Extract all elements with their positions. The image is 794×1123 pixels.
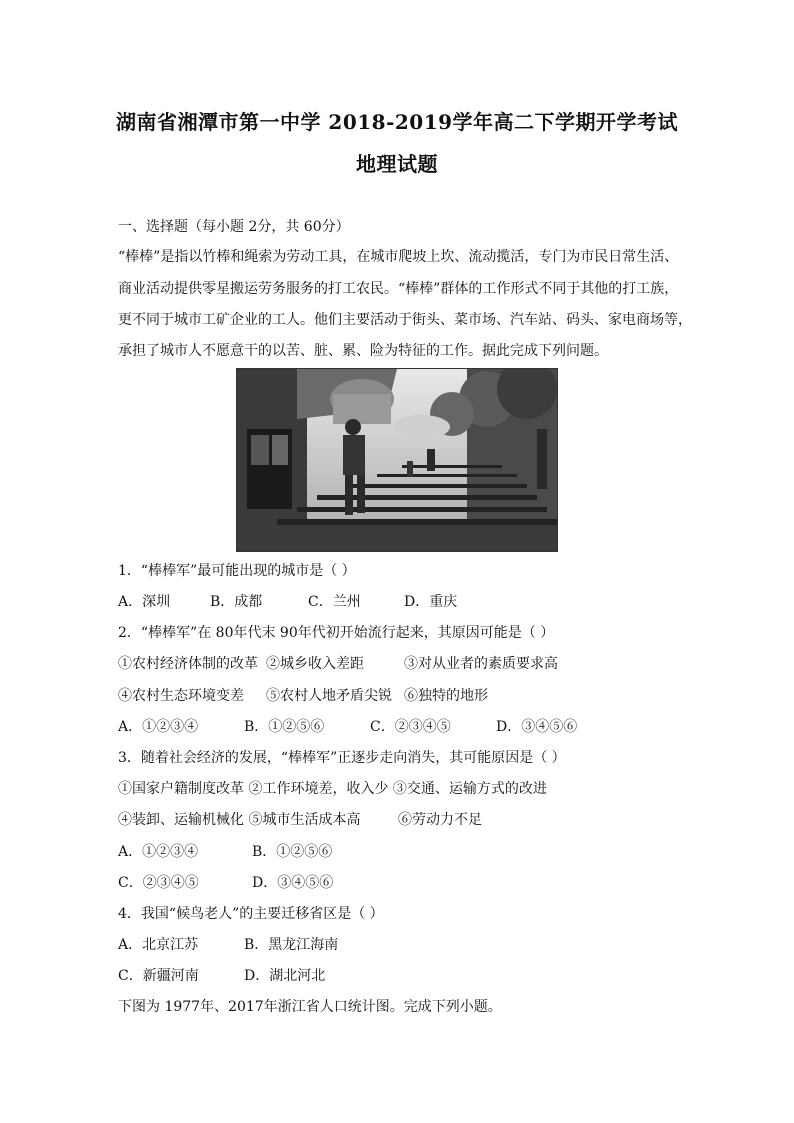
q2-option-c[interactable]: C．②③④⑤ xyxy=(370,719,451,735)
question-1-stem: 1．“棒棒军”最可能出现的城市是（ ） xyxy=(118,563,356,579)
q2-item: ⑤农村人地矛盾尖锐 xyxy=(266,688,392,704)
q2-item: ③对从业者的素质要求高 xyxy=(404,656,558,672)
q1-option-d[interactable]: D．重庆 xyxy=(404,594,458,610)
q2-item: ①农村经济体制的改革 xyxy=(118,656,258,672)
section-header: 一、选择题（每小题 2分，共 60分） xyxy=(118,219,350,235)
q3-item: ⑥劳动力不足 xyxy=(398,812,482,828)
q2-option-d[interactable]: D．③④⑤⑥ xyxy=(496,719,578,735)
q3-option-b[interactable]: B．①②⑤⑥ xyxy=(252,844,333,860)
q4-option-d[interactable]: D．湖北河北 xyxy=(244,968,326,984)
q4-option-a[interactable]: A．北京江苏 xyxy=(118,937,199,953)
intro-line: 商业活动提供零星搬运劳务服务的打工农民。“棒棒”群体的工作形式不同于其他的打工族， xyxy=(118,281,679,297)
q4-option-b[interactable]: B．黑龙江海南 xyxy=(244,937,339,953)
q3-item: ④装卸、运输机械化 ⑤城市生活成本高 xyxy=(118,812,361,828)
intro-line: 更不同于城市工矿企业的工人。他们主要活动于街头、菜市场、汽车站、码头、家电商场等， xyxy=(118,312,692,328)
porter-photo xyxy=(236,368,558,552)
q3-items-line: ①国家户籍制度改革 ②工作环境差，收入少 ③交通、运输方式的改进 xyxy=(118,781,547,797)
q3-option-c[interactable]: C．②③④⑤ xyxy=(118,875,199,891)
exam-title: 湖南省湘潭市第一中学 2018-2019学年高二下学期开学考试 xyxy=(115,110,679,134)
q2-item: ②城乡收入差距 xyxy=(266,656,364,672)
q2-option-b[interactable]: B．①②⑤⑥ xyxy=(244,719,325,735)
q3-option-a[interactable]: A．①②③④ xyxy=(118,844,199,860)
question-2-stem: 2．“棒棒军”在 80年代末 90年代初开始流行起来，其原因可能是（ ） xyxy=(118,625,555,641)
question-4-stem: 4．我国“候鸟老人”的主要迁移省区是（ ） xyxy=(118,906,384,922)
q2-item: ④农村生态环境变差 xyxy=(118,688,244,704)
exam-subtitle: 地理试题 xyxy=(356,152,438,176)
q1-option-b[interactable]: B．成都 xyxy=(210,594,263,610)
intro-line: “棒棒”是指以竹棒和绳索为劳动工具，在城市爬坡上坎、流动揽活，专门为市民日常生活、 xyxy=(118,249,679,265)
question-3-stem: 3．随着社会经济的发展，“棒棒军”正逐步走向消失，其可能原因是（ ） xyxy=(118,750,566,766)
q1-option-a[interactable]: A．深圳 xyxy=(118,594,171,610)
q3-option-d[interactable]: D．③④⑤⑥ xyxy=(252,875,334,891)
q2-item: ⑥独特的地形 xyxy=(404,688,488,704)
q4-option-c[interactable]: C．新疆河南 xyxy=(118,968,199,984)
next-section-intro: 下图为 1977年、2017年浙江省人口统计图。完成下列小题。 xyxy=(118,999,502,1015)
q1-option-c[interactable]: C．兰州 xyxy=(308,594,361,610)
q2-option-a[interactable]: A．①②③④ xyxy=(118,719,199,735)
intro-line: 承担了城市人不愿意干的以苦、脏、累、险为特征的工作。据此完成下列问题。 xyxy=(118,343,608,359)
